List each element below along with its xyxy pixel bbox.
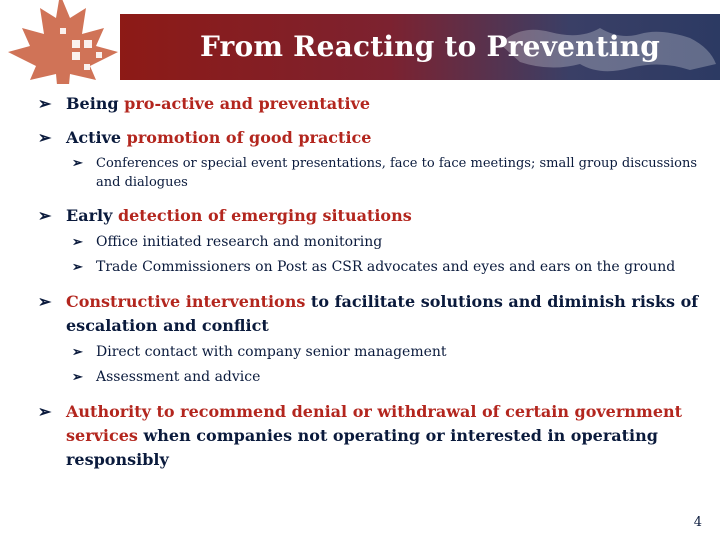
sub-bullet-text: Assessment and advice <box>96 369 261 385</box>
bullet-2-highlight: promotion of good practice <box>126 128 372 147</box>
bullet-1-highlight: pro-active and preventative <box>124 94 371 113</box>
slide-title: From Reacting to Preventing <box>199 30 661 63</box>
bullet-4 <box>38 290 708 338</box>
arrow-bullet-icon: ➢ <box>38 402 52 421</box>
sub-bullet-text: Direct contact with company senior management <box>96 344 447 360</box>
sub-bullet-text: Trade Commissioners on Post as CSR advocates and eyes and ears on the ground <box>96 259 676 275</box>
page-number: 4 <box>693 515 702 530</box>
sub-bullet-3-1 <box>38 232 708 253</box>
bullet-5 <box>38 400 708 472</box>
bullet-2-text: Active <box>66 128 127 147</box>
maple-leaf-icon <box>0 0 140 84</box>
sub-bullet-text: Conferences or special event presentations, face to face meetings; small group discussions and dialogues <box>96 156 698 190</box>
bullet-5-text: when companies not operating or interested in operating responsibly <box>66 426 658 469</box>
arrow-bullet-icon: ➢ <box>72 156 83 171</box>
bullet-4-highlight: Constructive interventions <box>66 292 306 311</box>
bullet-1-text: Being <box>66 94 125 113</box>
bullet-3 <box>38 204 708 228</box>
sub-bullet-4-2 <box>38 367 708 388</box>
bullet-1 <box>38 92 708 116</box>
bullet-list <box>38 92 708 472</box>
arrow-bullet-icon: ➢ <box>38 94 52 113</box>
arrow-bullet-icon: ➢ <box>38 292 52 311</box>
arrow-bullet-icon: ➢ <box>72 345 83 360</box>
sub-bullet-2-1 <box>38 154 708 192</box>
sub-bullet-text: Office initiated research and monitoring <box>96 234 383 250</box>
arrow-bullet-icon: ➢ <box>38 128 52 147</box>
bullet-3-highlight: detection of emerging situations <box>117 206 412 225</box>
arrow-bullet-icon: ➢ <box>38 206 52 225</box>
arrow-bullet-icon: ➢ <box>72 260 83 275</box>
arrow-bullet-icon: ➢ <box>72 370 83 385</box>
arrow-bullet-icon: ➢ <box>72 235 83 250</box>
bullet-5-highlight: Authority to recommend denial or withdrawal of certain government services <box>66 402 683 445</box>
title-banner <box>0 0 720 84</box>
bullet-3-text: Early <box>66 206 118 225</box>
sub-bullet-3-2 <box>38 257 708 278</box>
bullet-2 <box>38 126 708 150</box>
bullet-4-text: to facilitate solutions and diminish risks of escalation and conflict <box>66 292 699 335</box>
sub-bullet-4-1 <box>38 342 708 363</box>
